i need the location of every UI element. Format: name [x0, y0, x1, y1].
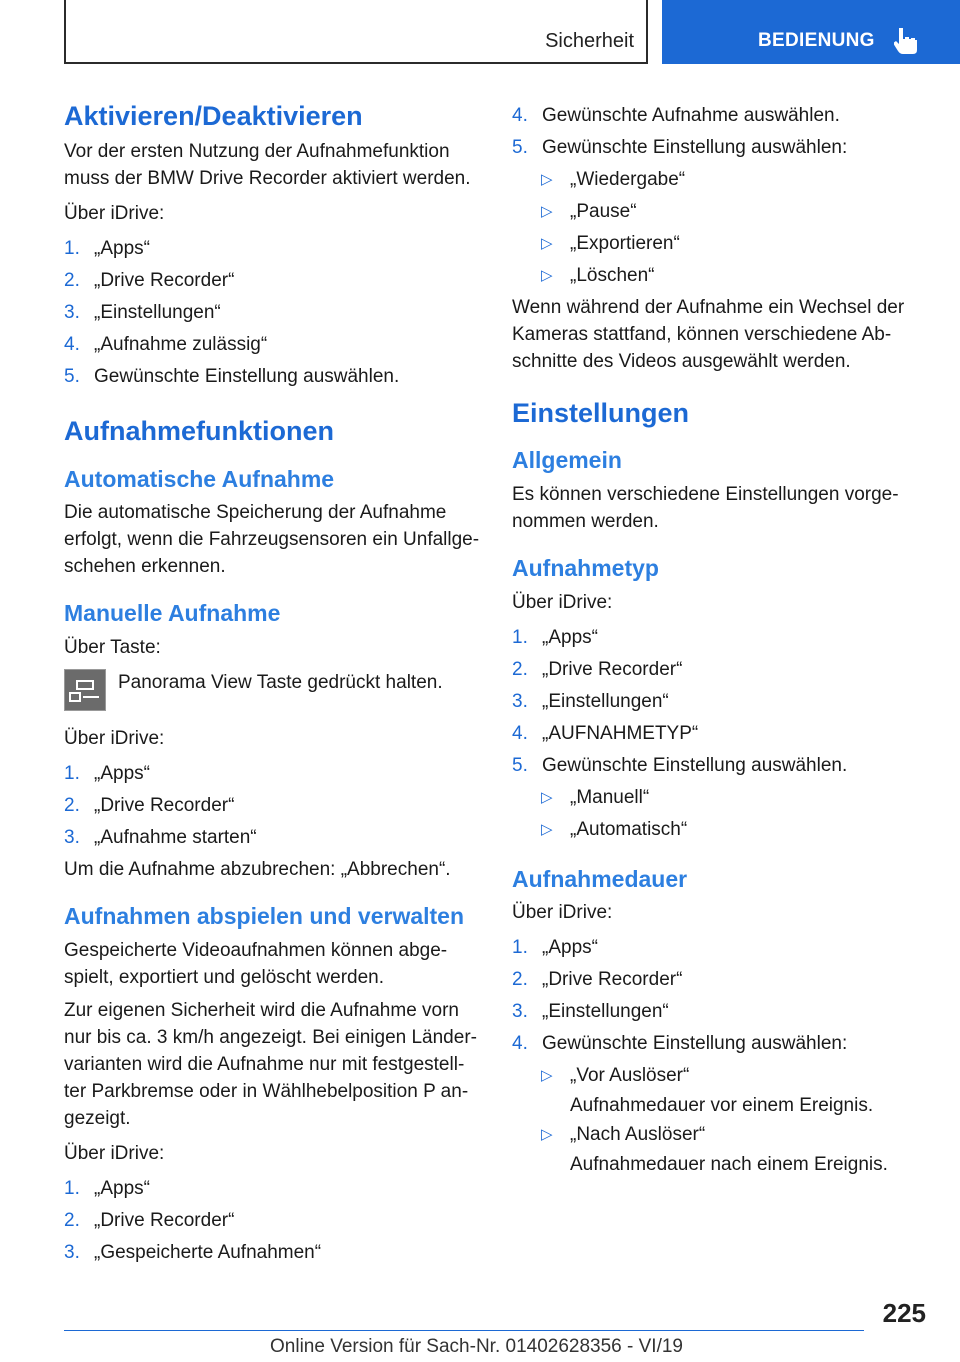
- bullet-item: ▷ „Wiedergabe“: [512, 164, 922, 196]
- bullet-item: ▷ „Exportieren“: [512, 228, 922, 260]
- list-item: 1. „Apps“: [64, 1177, 150, 1199]
- triangle-bullet-icon: ▷: [541, 788, 553, 806]
- triangle-bullet-icon: ▷: [541, 267, 553, 284]
- steps-aktivieren: [64, 233, 480, 393]
- ueber-idrive-typ: Über iDrive:: [512, 591, 613, 613]
- list-item: 5. Gewünschte Einstellung auswählen.: [64, 366, 400, 388]
- left-column: [64, 100, 480, 1269]
- list-item: 4. „AUFNAHMETYP“: [512, 722, 699, 744]
- bullets-aufnahmetyp: [512, 782, 922, 846]
- bullets-aktionen: [512, 164, 922, 292]
- steps-abspielen-cont: [512, 100, 922, 164]
- panorama-view-button-icon: [64, 669, 106, 711]
- header-chapter-label: BEDIENUNG: [758, 30, 875, 51]
- heading-manuelle-aufnahme: Manuelle Aufnahme: [64, 600, 281, 627]
- list-item: 3. „Aufnahme starten“: [64, 826, 257, 848]
- heading-aufnahmedauer: Aufnahmedauer: [512, 865, 688, 892]
- list-item: 5. Gewünschte Einstellung auswählen:: [512, 137, 848, 158]
- triangle-bullet-icon: ▷: [541, 1067, 553, 1085]
- panorama-view-text: Panorama View Taste gedrückt halten.: [118, 671, 443, 693]
- ueber-taste: Über Taste:: [64, 636, 161, 658]
- list-item: 1. „Apps“: [64, 238, 150, 260]
- heading-aufnahmefunktionen: Aufnahmefunktionen: [64, 416, 334, 447]
- list-item: 1. „Apps“: [64, 762, 150, 784]
- triangle-bullet-icon: ▷: [541, 203, 553, 220]
- list-item: 2. „Drive Recorder“: [512, 658, 683, 680]
- paragraph-automatisch: Die automatische Speicherung der Aufnahme erfolgt, wenn die Fahrzeugsensoren ein Unfallgeschehen erkennen.: [64, 502, 480, 578]
- list-item: 2. „Drive Recorder“: [64, 794, 235, 816]
- list-item: 3. „Gespeicherte Aufnahmen“: [64, 1241, 322, 1263]
- panorama-view-row: [64, 669, 480, 711]
- bullets-aufnahmedauer: [512, 1060, 922, 1178]
- heading-abspielen: Aufnahmen abspielen und verwalten: [64, 902, 465, 929]
- page-number: 225: [882, 1298, 926, 1328]
- footer-version-text: Online Version für Sach-Nr. 01402628356 - VI/19: [270, 1336, 683, 1357]
- list-item: 2. „Drive Recorder“: [64, 1209, 235, 1231]
- heading-allgemein: Allgemein: [512, 447, 622, 474]
- list-item: 4. „Aufnahme zulässig“: [64, 334, 268, 356]
- bullet-description: Aufnahmedauer vor einem Ereignis.: [570, 1095, 874, 1117]
- ueber-idrive-dauer: Über iDrive:: [512, 902, 613, 924]
- bullet-description: Aufnahmedauer nach einem Ereignis.: [570, 1154, 888, 1176]
- header-section-label: Sicherheit: [545, 30, 634, 52]
- heading-automatische-aufnahme: Automatische Aufnahme: [64, 465, 335, 492]
- ueber-idrive-2: Über iDrive:: [64, 727, 165, 749]
- bullet-item: ▷ „Pause“: [512, 196, 922, 228]
- list-item: 3. „Einstellungen“: [512, 690, 669, 712]
- paragraph-kameras: Wenn während der Aufnahme ein Wechsel der Kameras stattfand, können verschiedene Abschnitte des Videos ausgewählt werden.: [512, 297, 905, 372]
- pointing-hand-icon: [894, 26, 920, 54]
- steps-manuell: [64, 758, 480, 854]
- heading-aktivieren: Aktivieren/Deaktivieren: [64, 101, 363, 131]
- bullet-item: ▷ „Manuell“: [512, 782, 922, 814]
- bullet-item: ▷ „Nach Auslöser“: [512, 1119, 922, 1151]
- list-item: 3. „Einstellungen“: [512, 1001, 669, 1023]
- ueber-idrive-1: Über iDrive:: [64, 203, 165, 225]
- list-item: 1. „Apps“: [512, 937, 598, 959]
- steps-aufnahmedauer: [512, 932, 922, 1060]
- bullet-item: ▷ „Automatisch“: [512, 814, 922, 846]
- list-item: 4. Gewünschte Aufnahme auswählen.: [512, 105, 840, 126]
- paragraph-abspielen-1: Gespeicherte Videoaufnahmen können abgespielt, exportiert und gelöscht werden.: [64, 939, 448, 988]
- steps-abspielen: [64, 1173, 480, 1269]
- triangle-bullet-icon: ▷: [541, 171, 553, 188]
- right-column: [512, 100, 922, 1178]
- bullet-item: ▷ „Vor Auslöser“: [512, 1060, 922, 1092]
- paragraph-aktivieren: Vor der ersten Nutzung der Aufnahmefunktion muss der BMW Drive Recorder aktiviert werden.: [64, 141, 471, 190]
- list-item: 2. „Drive Recorder“: [64, 270, 235, 292]
- list-item: 3. „Einstellungen“: [64, 302, 221, 324]
- bullet-item: ▷ „Löschen“: [512, 260, 922, 292]
- list-item: 5. Gewünschte Einstellung auswählen.: [512, 754, 848, 776]
- triangle-bullet-icon: ▷: [541, 820, 553, 838]
- triangle-bullet-icon: ▷: [541, 235, 553, 252]
- footer-divider: [64, 1330, 864, 1331]
- list-item: 1. „Apps“: [512, 626, 598, 648]
- heading-aufnahmetyp: Aufnahmetyp: [512, 554, 659, 581]
- paragraph-abspielen-2: Zur eigenen Sicherheit wird die Aufnahme vorn nur bis ca. 3 km/h angezeigt. Bei einigen Ländervarianten wird die Aufnahme nur mit festgestellter Parkbremse oder in Wählhebelposition P angezeigt.: [64, 999, 477, 1129]
- list-item: 4. Gewünschte Einstellung auswählen:: [512, 1033, 848, 1055]
- list-item: 2. „Drive Recorder“: [512, 969, 683, 991]
- paragraph-allgemein: Es können verschiedene Einstellungen vorgenommen werden.: [512, 483, 899, 532]
- heading-einstellungen: Einstellungen: [512, 398, 690, 428]
- abbrechen-text: Um die Aufnahme abzubrechen: „Abbrechen“.: [64, 858, 451, 880]
- header-section-box: [64, 0, 648, 64]
- triangle-bullet-icon: ▷: [541, 1126, 553, 1144]
- steps-aufnahmetyp: [512, 622, 922, 782]
- header-chapter-tab[interactable]: [662, 0, 960, 64]
- ueber-idrive-3: Über iDrive:: [64, 1142, 165, 1164]
